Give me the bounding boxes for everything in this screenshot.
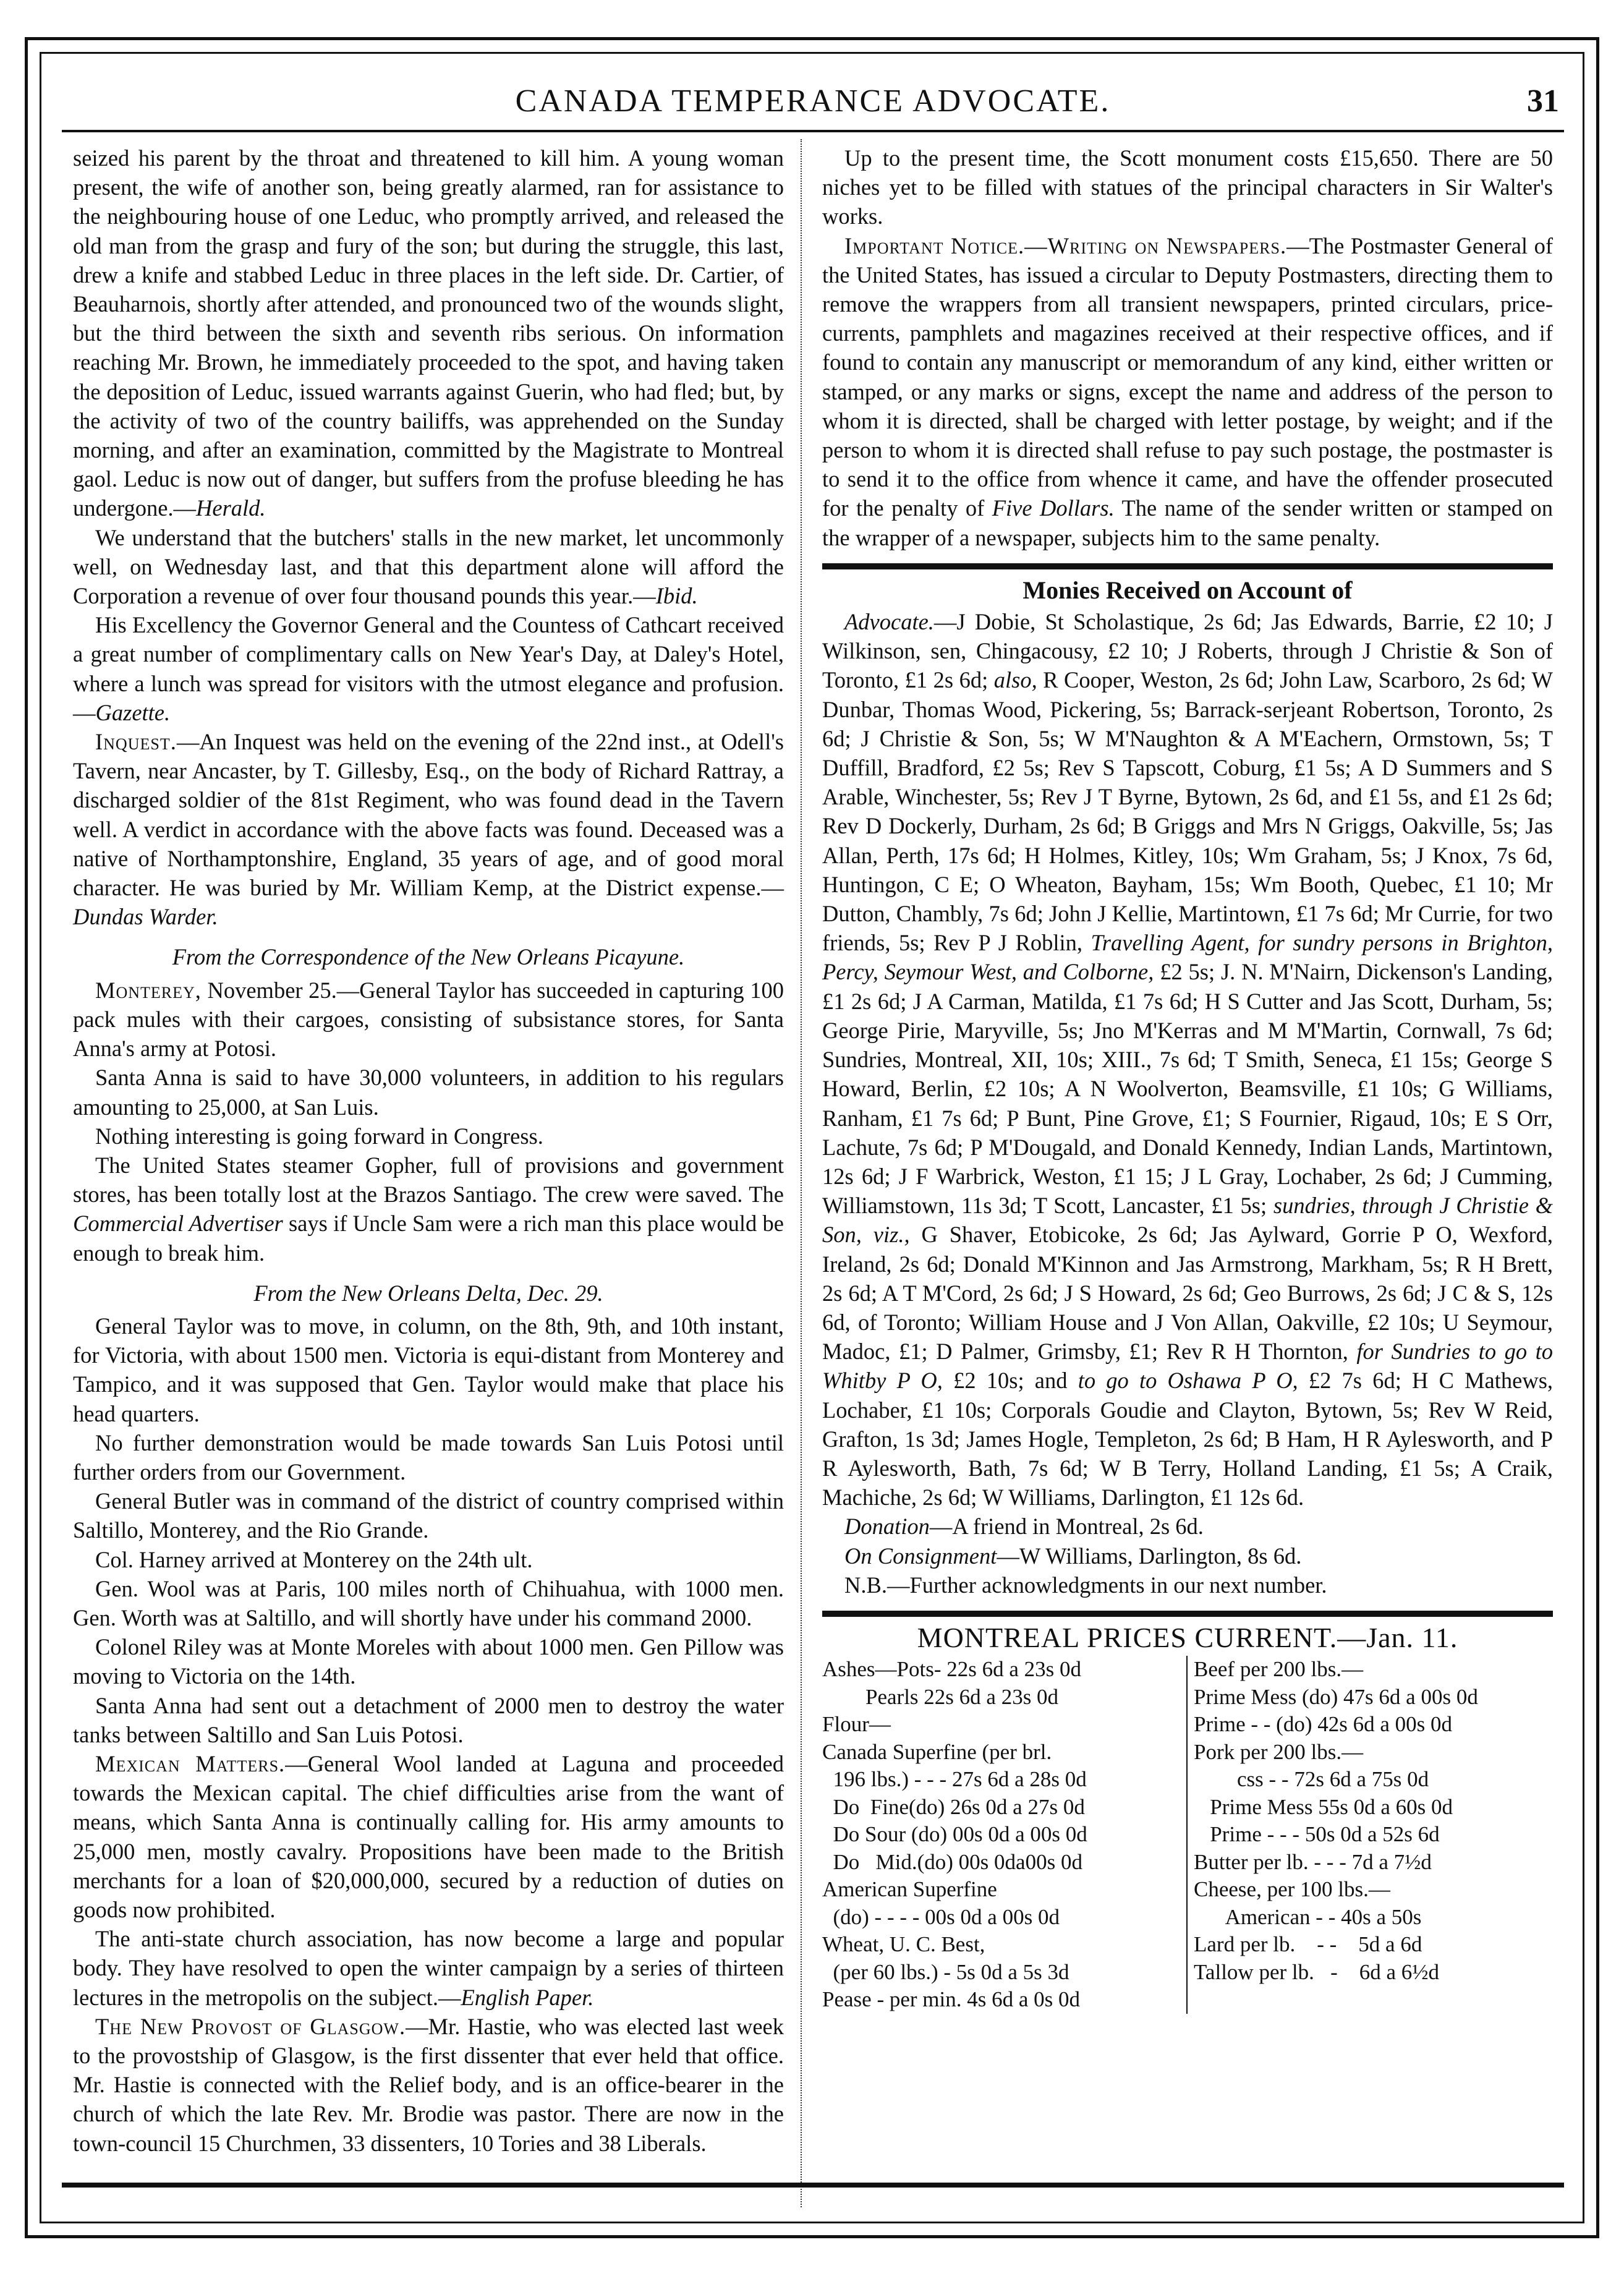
article-paragraph: General Butler was in command of the district of country comprised within Saltillo, Monterey, and the Rio Grande. xyxy=(73,1488,784,1543)
price-line: Cheese, per 100 lbs.— xyxy=(1194,1877,1390,1902)
prices-right-column xyxy=(1188,1656,1553,2014)
footer-rule xyxy=(62,2183,1564,2188)
article-paragraph: No further demonstration would be made towards San Luis Potosi until further orders from our Government. xyxy=(73,1429,784,1485)
column-divider xyxy=(801,139,802,2207)
masthead-title: CANADA TEMPERANCE ADVOCATE. xyxy=(515,83,1111,119)
right-column xyxy=(822,143,1553,2014)
article-paragraph: Important Notice.—Writing on Newspapers.—The Postmaster General of the United States, has issued a circular to Deputy Postmasters, directing them to remove the wrappers from all transient newspapers, printed circulars, price-currents, pamphlets and magazines received at their respective offices, and if found to contain any manuscript or memorandum of any kind, either written or stamped, or any marks or signs, except the name and address of the person to whom it is directed, shall be charged with letter postage, by weight; and if the person to whom it is directed shall refuse to pay such postage, the postmaster is to send it to the office from whence it came, and have the offender prosecuted for the penalty of Five Dollars. The name of the sender written or stamped on the wrapper of a newspaper, subjects him to the same penalty. xyxy=(822,232,1553,550)
section-rule xyxy=(822,1611,1553,1617)
price-line: Prime Mess (do) 47s 6d a 00s 0d xyxy=(1194,1684,1478,1709)
price-line: Butter per lb. - - - 7d a 7½d xyxy=(1194,1849,1432,1874)
price-line: Prime - - (do) 42s 6d a 00s 0d xyxy=(1194,1712,1453,1737)
article-paragraph: seized his parent by the throat and threatened to kill him. A young woman present, the wife of another son, being greatly alarmed, ran for assistance to the neighbouring house of one Leduc, who promptly arrived, and released the old man from the grasp and fury of the son; but during the struggle, this last, drew a knife and stabbed Leduc in three places in the left side. Dr. Cartier, of Beauharnois, shortly after attended, and pronounced two of the wounds slight, but the third between the sixth and seventh ribs serious. On information reaching Mr. Brown, he immediately proceeded to the spot, and having taken the deposition of Leduc, issued warrants against Guerin, who had fled; but, by the activity of two of the country bailiffs, was apprehended on the Sunday morning, and after an examination, committed by the Magistrate to Montreal gaol. Leduc is now out of danger, but suffers from the profuse bleeding he has undergone.—Herald. xyxy=(73,145,784,521)
price-line: Flour— xyxy=(822,1712,891,1737)
price-line: Canada Superfine (per brl. xyxy=(822,1739,1052,1764)
section-rule xyxy=(822,563,1553,569)
price-line: Tallow per lb. - 6d a 6½d xyxy=(1194,1959,1440,1984)
price-line: American Superfine xyxy=(822,1877,997,1902)
price-line: Prime - - - 50s 0d a 52s 6d xyxy=(1194,1822,1440,1847)
article-paragraph: Monterey, November 25.—General Taylor has succeeded in capturing 100 pack mules with their cargoes, consisting of subsistance stores, for Santa Anna's army at Potosi. xyxy=(73,977,784,1062)
article-paragraph: Colonel Riley was at Monte Moreles with about 1000 men. Gen Pillow was moving to Victoria on the 14th. xyxy=(73,1634,784,1689)
price-line: Wheat, U. C. Best, xyxy=(822,1932,985,1957)
article-paragraph: Up to the present time, the Scott monument costs £15,650. There are 50 niches yet to be filled with statues of the principal characters in Sir Walter's works. xyxy=(822,145,1553,229)
article-paragraph: The New Provost of Glasgow.—Mr. Hastie, who was elected last week to the provostship of Glasgow, is the first dissenter that ever held that office. Mr. Hastie is connected with the Relief body, and is an office-bearer in the church of which the late Rev. Mr. Brodie was pastor. There are now in the town-council 15 Churchmen, 33 dissenters, 10 Tories and 38 Liberals. xyxy=(73,2013,784,2156)
article-paragraph: We understand that the butchers' stalls in the new market, let uncommonly well, on Wednesday last, and that this department alone will afford the Corporation a revenue of over four thousand pounds this year.—Ibid. xyxy=(73,524,784,609)
price-line: Do Sour (do) 00s 0d a 00s 0d xyxy=(822,1822,1087,1847)
price-line: (per 60 lbs.) - 5s 0d a 5s 3d xyxy=(822,1959,1069,1984)
prices-left-column xyxy=(822,1656,1188,2014)
article-paragraph: The United States steamer Gopher, full of provisions and government stores, has been totally lost at the Brazos Santiago. The crew were saved. The Commercial Advertiser says if Uncle Sam were a rich man this place would be enough to break him. xyxy=(73,1152,784,1266)
article-paragraph: Col. Harney arrived at Monterey on the 24th ult. xyxy=(95,1546,533,1572)
donation-line: Donation—A friend in Montreal, 2s 6d. xyxy=(844,1514,1204,1540)
article-paragraph: Gen. Wool was at Paris, 100 miles north of Chihuahua, with 1000 men. Gen. Worth was at Saltillo, and will shortly have under his command 2000. xyxy=(73,1575,784,1630)
article-paragraph: Nothing interesting is going forward in Congress. xyxy=(95,1123,543,1149)
price-line: American - - 40s a 50s xyxy=(1194,1904,1422,1929)
prices-heading: MONTREAL PRICES CURRENT.—Jan. 11. xyxy=(917,1621,1458,1653)
price-line: css - - 72s 6d a 75s 0d xyxy=(1194,1767,1429,1792)
prices-table xyxy=(822,1656,1553,2014)
price-line: Pease - per min. 4s 6d a 0s 0d xyxy=(822,1987,1081,2012)
article-paragraph: His Excellency the Governor General and the Countess of Cathcart received a great number of complimentary calls on New Year's Day, at Daley's Hotel, where a lunch was spread for visitors with the utmost elegance and profusion.—Gazette. xyxy=(73,612,784,725)
left-column xyxy=(73,143,784,2158)
monies-list: Advocate.—J Dobie, St Scholastique, 2s 6d; Jas Edwards, Barrie, £2 10; J Wilkinson, sen, Chingacousy, £2 10; J Roberts, through J Christie & Son of Toronto, £1 2s 6d; also, R Cooper, Weston, 2s 6d; John Law, Scarboro, 2s 6d; W Dunbar, Thomas Wood, Pickering, 5s; Barrack-serjeant Robertson, Toronto, 2s 6d; J Christie & Son, 5s; W M'Naughton & A M'Eachern, Ormstown, 5s; T Duffill, Bradford, £2 5s; Rev S Tapscott, Coburg, £1 5s; A D Summers and S Arable, Winchester, 5s; Rev J T Byrne, Bytown, 2s 6d, and £1 5s, and £1 2s 6d; Rev D Dockerly, Durham, 2s 6d; B Griggs and Mrs N Griggs, Oakville, 5s; Jas Allan, Perth, 17s 6d; H Holmes, Kitley, 10s; Wm Graham, 5s; J Knox, 7s 6d, Huntingon, C E; O Wheaton, Bayham, 15s; Wm Booth, Quebec, £1 10; Mr Dutton, Chambly, 7s 6d; John J Kellie, Martintown, £1 7s 6d; Mr Currie, for two friends, 5s; Rev P J Roblin, Travelling Agent, for sundry persons in Brighton, Percy, Seymour West, and Colborne, £2 5s; J. N. M'Nairn, Dickenson's Landing, £1 2s 6d; J A Carman, Matilda, £1 7s 6d; H S Cutter and Jas Scott, Durham, 5s; George Pirie, Maryville, 5s; Jno M'Kerras and M M'Martin, Cornwall, 7s 6d; Sundries, Montreal, XII, 10s; XIII., 7s 6d; T Smith, Seneca, £1 15s; George S Howard, Berlin, £2 10s; A N Woolverton, Beamsville, £1 10s; G Williams, Ranham, £1 7s 6d; P Bunt, Pine Grove, £1; S Fournier, Rigaud, 10s; E S Orr, Lachute, 7s 6d; P M'Dougald, and Donald Kennedy, Indian Lands, Martintown, 12s 6d; J F Warbrick, Weston, £1 15; J L Gray, Lochaber, 2s 6d; J Cumming, Williamstown, 11s 3d; T Scott, Lancaster, £1 5s; sundries, through J Christie & Son, viz., G Shaver, Etobicoke, 2s 6d; Jas Aylward, Gorrie P O, Wexford, Ireland, 2s 6d; Donald M'Kinnon and Jas Armstrong, Markham, 5s; R H Brett, 2s 6d; A T M'Cord, 2s 6d; J S Howard, 2s 6d; Geo Burrows, 2s 6d; J C & S, 12s 6d, of Toronto; William House and J Von Allan, Oakville, £2 10s; U Seymour, Madoc, £1; D Palmer, Grimsby, £1; Rev R H Thornton, for Sundries to go to Whitby P O, £2 10s; and to go to Oshawa P O, £2 7s 6d; H C Mathews, Lochaber, £1 10s; Corporals Goudie and Clayton, Bytown, 5s; Rev W Reid, Grafton, 1s 3d; James Hogle, Templeton, 2s 6d; B Ham, H R Aylesworth, and P R Aylesworth, Bath, 7s 6d; W B Terry, Holland Landing, £1 5s; A Craik, Machiche, 2s 6d; W Williams, Darlington, £1 12s 6d. xyxy=(822,609,1554,1510)
section-heading: From the Correspondence of the New Orleans Picayune. xyxy=(172,944,685,970)
price-line: Lard per lb. - - 5d a 6d xyxy=(1194,1932,1422,1957)
article-paragraph: Santa Anna is said to have 30,000 volunteers, in addition to his regulars amounting to 25,000, at San Luis. xyxy=(73,1065,784,1120)
price-line: Prime Mess 55s 0d a 60s 0d xyxy=(1194,1794,1453,1819)
price-line: 196 lbs.) - - - 27s 6d a 28s 0d xyxy=(822,1767,1087,1792)
price-line: (do) - - - - 00s 0d a 00s 0d xyxy=(822,1904,1060,1929)
section-heading: From the New Orleans Delta, Dec. 29. xyxy=(253,1280,603,1306)
price-line: Do Mid.(do) 00s 0da00s 0d xyxy=(822,1849,1082,1874)
nb-line: N.B.—Further acknowledgments in our next number. xyxy=(844,1572,1327,1598)
price-line: Pearls 22s 6d a 23s 0d xyxy=(822,1684,1059,1709)
article-paragraph: Santa Anna had sent out a detachment of 2000 men to destroy the water tanks between Saltillo and San Luis Potosi. xyxy=(73,1692,784,1747)
article-paragraph: Mexican Matters.—General Wool landed at Laguna and proceeded towards the Mexican capital. The chief difficulties arise from the want of means, which Santa Anna is continually calling for. His army amounts to 25,000 men, mostly cavalry. Propositions have been made to the British merchants for a loan of $20,000,000, secured by a reduction of duties on goods now prohibited. xyxy=(73,1750,784,1922)
page-number: 31 xyxy=(1527,83,1559,119)
monies-heading: Monies Received on Account of xyxy=(1022,576,1353,604)
article-paragraph: Inquest.—An Inquest was held on the evening of the 22nd inst., at Odell's Tavern, near Ancaster, by T. Gillesby, Esq., on the body of Richard Rattray, a discharged soldier of the 81st Regiment, who was found dead in the Tavern well. A verdict in accordance with the above facts was found. Deceased was a native of Northamptonshire, England, 35 years of age, and of good moral character. He was buried by Mr. William Kemp, at the District expense.—Dundas Warder. xyxy=(73,729,784,930)
article-paragraph: General Taylor was to move, in column, on the 8th, 9th, and 10th instant, for Victoria, with about 1500 men. Victoria is equi-distant from Monterey and Tampico, and it was supposed that Gen. Taylor would make that place his head quarters. xyxy=(73,1313,784,1426)
consignment-line: On Consignment—W Williams, Darlington, 8s 6d. xyxy=(844,1543,1302,1569)
article-paragraph: The anti-state church association, has now become a large and popular body. They have resolved to open the winter campaign by a series of thirteen lectures in the metropolis on the subject.—English Paper. xyxy=(73,1926,784,2010)
price-line: Beef per 200 lbs.— xyxy=(1194,1657,1364,1682)
page-header xyxy=(62,74,1564,132)
price-line: Ashes—Pots- 22s 6d a 23s 0d xyxy=(822,1657,1082,1682)
price-line: Pork per 200 lbs.— xyxy=(1194,1739,1364,1764)
price-line: Do Fine(do) 26s 0d a 27s 0d xyxy=(822,1794,1085,1819)
